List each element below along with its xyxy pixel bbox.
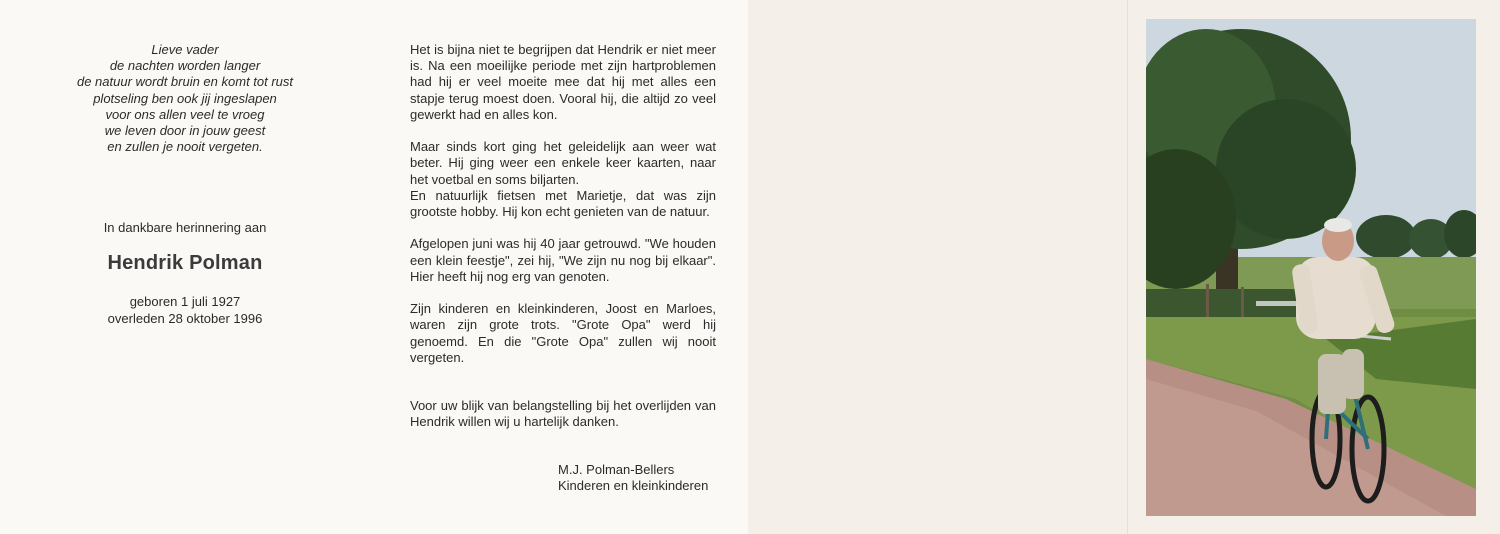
poem-line: we leven door in jouw geest	[104, 123, 266, 139]
paragraph: Voor uw blijk van belangstelling bij het overlijden van Hendrik willen wij u hartelijk danken.	[410, 398, 716, 430]
cyclist-photo-illustration	[1146, 19, 1476, 516]
paragraph: En natuurlijk fietsen met Marietje, dat was zijn grootste hobby. Hij kon echt genieten van de natuur.	[410, 187, 716, 220]
poem-line: voor ons allen veel te vroeg	[105, 106, 265, 122]
birth-date: geboren 1 juli 1927	[129, 294, 241, 309]
poem-line: plotseling ben ook jij ingeslapen	[93, 90, 277, 106]
paragraph: Afgelopen juni was hij 40 jaar getrouwd. "We houden een klein feestje", zei hij, "We zijn nu nog bij elkaar". Hier heeft hij nog erg van genoten.	[410, 236, 716, 284]
paragraph: Zijn kinderen en kleinkinderen, Joost en Marloes, waren zijn grote trots. "Grote Opa" werd hij genoemd. En die "Grote Opa" zullen wij nooit vergeten.	[410, 301, 716, 365]
poem-line: de nachten worden langer	[109, 58, 261, 74]
poem	[40, 42, 330, 155]
poem-line: en zullen je nooit vergeten.	[107, 139, 263, 155]
paragraph: Het is bijna niet te begrijpen dat Hendrik er niet meer is. Na een moeilijke periode met zijn hartproblemen had hij er veel moeite mee dat hij met alles een stapje terug moest doen. Vooral hij, die altijd zo veel gewerkt had en alles kon.	[410, 42, 716, 122]
life-dates	[40, 294, 330, 327]
memorial-text	[410, 42, 716, 447]
card-fold	[1127, 0, 1128, 534]
poem-line: de natuur wordt bruin en komt tot rust	[76, 74, 294, 90]
deceased-name: Hendrik Polman	[107, 252, 263, 274]
paragraph: Maar sinds kort ging het geleidelijk aan weer wat beter. Hij ging weer een enkele keer kaarten, naar het voetbal en soms biljarten.	[410, 139, 716, 187]
signature-name: M.J. Polman-Bellers	[558, 462, 675, 477]
death-date: overleden 28 oktober 1996	[107, 310, 263, 326]
memorial-intro: In dankbare herinnering aan	[103, 220, 267, 235]
card-inner-left	[0, 0, 748, 534]
poem-line: Lieve vader	[151, 42, 219, 57]
signature-family: Kinderen en kleinkinderen	[558, 478, 709, 494]
signature	[558, 462, 708, 494]
portrait-photo	[1146, 19, 1476, 516]
